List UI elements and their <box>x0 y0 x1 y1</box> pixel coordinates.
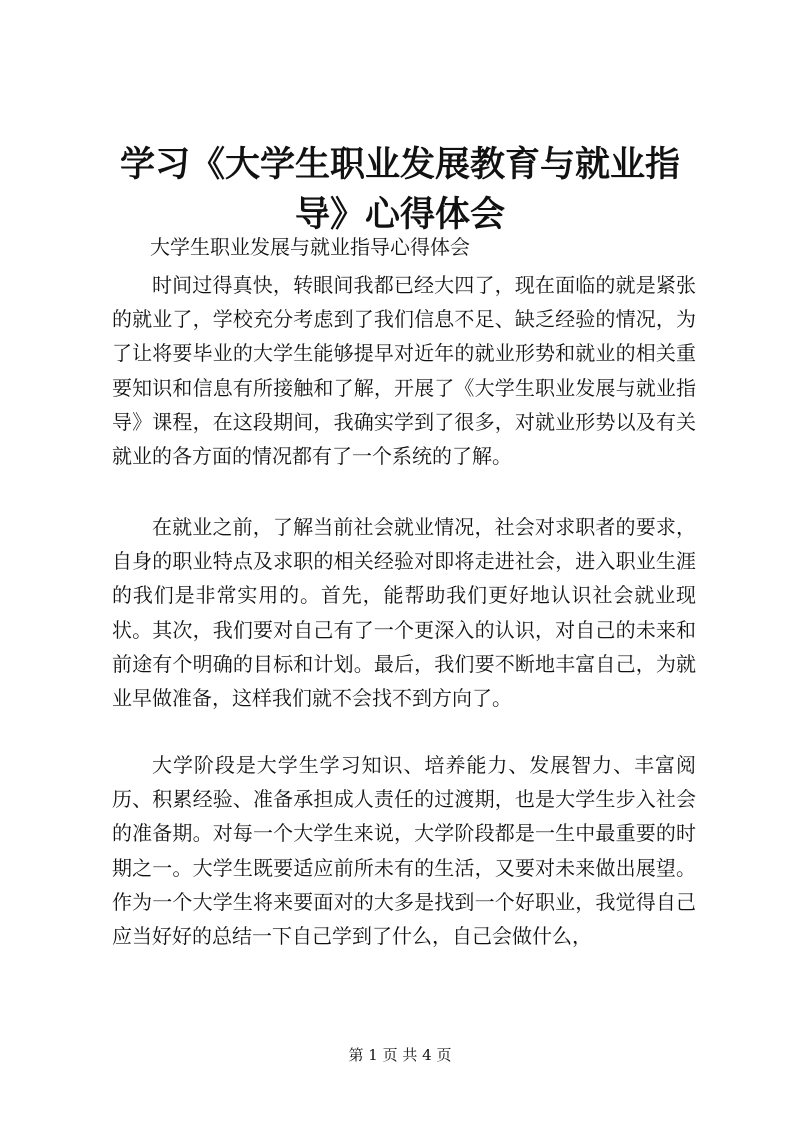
page-footer: 第 1 页 共 4 页 <box>348 1046 452 1064</box>
paragraph-3: 大学阶段是大学生学习知识、培养能力、发展智力、丰富阅历、积累经验、准备承担成人责任的过渡期，也是大学生步入社会的准备期。对每一个大学生来说，大学阶段都是一生中最重要的时期之一。大学生既要适应前所未有的生活，又要对未来做出展望。作为一个大学生将来要面对的大多是找到一个好职业，我觉得自己应当好好的总结一下自己学到了什么，自己会做什么， <box>112 753 696 949</box>
document-title: 学习《大学生职业发展教育与就业指导》心得体会 <box>119 144 680 235</box>
document-subtitle: 大学生职业发展与就业指导心得体会 <box>150 235 470 259</box>
paragraph-2: 在就业之前，了解当前社会就业情况，社会对求职者的要求，自身的职业特点及求职的相关经验对即将走进社会，进入职业生涯的我们是非常实用的。首先，能帮助我们更好地认识社会就业现状。其次，我们要对自己有了一个更深入的认识，对自己的未来和前途有个明确的目标和计划。最后，我们要不断地丰富自己，为就业早做准备，这样我们就不会找不到方向了。 <box>112 515 696 711</box>
paragraph-1: 时间过得真快，转眼间我都已经大四了，现在面临的就是紧张的就业了，学校充分考虑到了我们信息不足、缺乏经验的情况，为了让将要毕业的大学生能够提早对近年的就业形势和就业的相关重要知识和信息有所接触和了解，开展了《大学生职业发展与就业指导》课程，在这段期间，我确实学到了很多，对就业形势以及有关就业的各方面的情况都有了一个系统的了解。 <box>112 273 696 469</box>
